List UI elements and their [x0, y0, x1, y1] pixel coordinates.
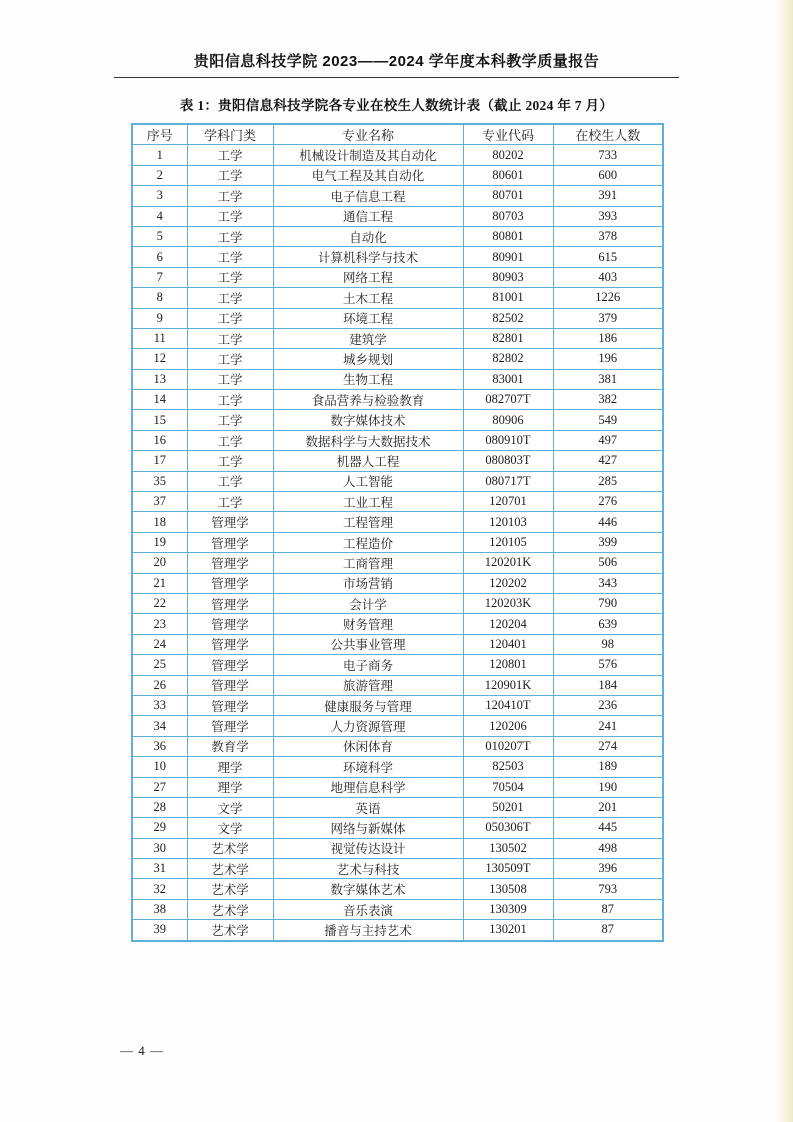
cell-index: 37 — [132, 492, 187, 512]
table-row — [132, 797, 663, 817]
table-row — [132, 349, 663, 369]
table-row — [132, 226, 663, 246]
cell-major-code: 82502 — [463, 308, 553, 328]
cell-discipline: 管理学 — [187, 593, 273, 613]
cell-major-name: 工程管理 — [273, 512, 463, 532]
cell-index: 14 — [132, 390, 187, 410]
cell-major-code: 130309 — [463, 899, 553, 919]
table-row — [132, 818, 663, 838]
cell-major-name: 公共事业管理 — [273, 634, 463, 654]
cell-index: 15 — [132, 410, 187, 430]
cell-enrollment: 201 — [553, 797, 663, 817]
cell-discipline: 工学 — [187, 451, 273, 471]
table-row — [132, 186, 663, 206]
cell-index: 11 — [132, 328, 187, 348]
cell-index: 32 — [132, 879, 187, 899]
cell-major-name: 网络与新媒体 — [273, 818, 463, 838]
table-row — [132, 247, 663, 267]
cell-discipline: 理学 — [187, 777, 273, 797]
table-row — [132, 451, 663, 471]
cell-major-name: 财务管理 — [273, 614, 463, 634]
cell-major-code: 120203K — [463, 593, 553, 613]
cell-major-name: 健康服务与管理 — [273, 695, 463, 715]
cell-major-code: 70504 — [463, 777, 553, 797]
table-row — [132, 695, 663, 715]
cell-enrollment: 427 — [553, 451, 663, 471]
cell-major-code: 80903 — [463, 267, 553, 287]
cell-major-name: 数字媒体艺术 — [273, 879, 463, 899]
cell-major-name: 电气工程及其自动化 — [273, 165, 463, 185]
cell-index: 17 — [132, 451, 187, 471]
table-row — [132, 614, 663, 634]
table-row — [132, 675, 663, 695]
cell-major-code: 120701 — [463, 492, 553, 512]
cell-index: 23 — [132, 614, 187, 634]
cell-major-code: 83001 — [463, 369, 553, 389]
cell-enrollment: 236 — [553, 695, 663, 715]
cell-index: 13 — [132, 369, 187, 389]
cell-enrollment: 446 — [553, 512, 663, 532]
cell-major-name: 数字媒体技术 — [273, 410, 463, 430]
cell-discipline: 管理学 — [187, 512, 273, 532]
cell-major-name: 工商管理 — [273, 553, 463, 573]
cell-enrollment: 506 — [553, 553, 663, 573]
cell-major-name: 市场营销 — [273, 573, 463, 593]
cell-major-code: 82801 — [463, 328, 553, 348]
cell-enrollment: 1226 — [553, 288, 663, 308]
table-row — [132, 369, 663, 389]
cell-enrollment: 184 — [553, 675, 663, 695]
cell-major-name: 生物工程 — [273, 369, 463, 389]
cell-index: 10 — [132, 757, 187, 777]
cell-enrollment: 576 — [553, 655, 663, 675]
cell-discipline: 工学 — [187, 186, 273, 206]
cell-major-name: 电子商务 — [273, 655, 463, 675]
cell-index: 35 — [132, 471, 187, 491]
cell-major-code: 120901K — [463, 675, 553, 695]
cell-enrollment: 498 — [553, 838, 663, 858]
cell-enrollment: 241 — [553, 716, 663, 736]
column-header: 序号 — [132, 124, 187, 145]
page-header — [0, 50, 793, 78]
column-header: 在校生人数 — [553, 124, 663, 145]
cell-index: 1 — [132, 145, 187, 165]
cell-discipline: 管理学 — [187, 614, 273, 634]
cell-enrollment: 274 — [553, 736, 663, 756]
cell-enrollment: 615 — [553, 247, 663, 267]
cell-major-name: 音乐表演 — [273, 899, 463, 919]
cell-major-code: 120202 — [463, 573, 553, 593]
cell-discipline: 管理学 — [187, 573, 273, 593]
cell-major-code: 80901 — [463, 247, 553, 267]
cell-index: 12 — [132, 349, 187, 369]
cell-discipline: 工学 — [187, 328, 273, 348]
cell-major-name: 环境科学 — [273, 757, 463, 777]
cell-index: 38 — [132, 899, 187, 919]
cell-discipline: 工学 — [187, 206, 273, 226]
cell-major-code: 80202 — [463, 145, 553, 165]
cell-discipline: 艺术学 — [187, 899, 273, 919]
cell-major-code: 130509T — [463, 859, 553, 879]
cell-major-name: 视觉传达设计 — [273, 838, 463, 858]
cell-major-name: 电子信息工程 — [273, 186, 463, 206]
column-header: 学科门类 — [187, 124, 273, 145]
table-row — [132, 777, 663, 797]
cell-enrollment: 276 — [553, 492, 663, 512]
cell-discipline: 管理学 — [187, 634, 273, 654]
cell-major-code: 120401 — [463, 634, 553, 654]
table-row — [132, 655, 663, 675]
cell-discipline: 工学 — [187, 165, 273, 185]
cell-index: 34 — [132, 716, 187, 736]
table-row — [132, 145, 663, 165]
cell-index: 9 — [132, 308, 187, 328]
cell-index: 8 — [132, 288, 187, 308]
cell-discipline: 艺术学 — [187, 920, 273, 941]
cell-discipline: 管理学 — [187, 695, 273, 715]
cell-index: 25 — [132, 655, 187, 675]
cell-enrollment: 285 — [553, 471, 663, 491]
cell-major-code: 080717T — [463, 471, 553, 491]
cell-discipline: 管理学 — [187, 655, 273, 675]
table-row — [132, 206, 663, 226]
table-row — [132, 532, 663, 552]
cell-major-name: 艺术与科技 — [273, 859, 463, 879]
cell-enrollment: 186 — [553, 328, 663, 348]
cell-enrollment: 403 — [553, 267, 663, 287]
table-row — [132, 838, 663, 858]
cell-discipline: 工学 — [187, 390, 273, 410]
cell-major-code: 120801 — [463, 655, 553, 675]
table-row — [132, 165, 663, 185]
cell-index: 21 — [132, 573, 187, 593]
cell-enrollment: 190 — [553, 777, 663, 797]
cell-discipline: 管理学 — [187, 532, 273, 552]
cell-major-code: 82503 — [463, 757, 553, 777]
table-row — [132, 593, 663, 613]
cell-major-code: 080803T — [463, 451, 553, 471]
cell-major-name: 机械设计制造及其自动化 — [273, 145, 463, 165]
cell-enrollment: 87 — [553, 899, 663, 919]
cell-major-code: 050306T — [463, 818, 553, 838]
cell-major-code: 80601 — [463, 165, 553, 185]
cell-discipline: 工学 — [187, 369, 273, 389]
cell-major-name: 会计学 — [273, 593, 463, 613]
cell-discipline: 工学 — [187, 308, 273, 328]
cell-major-name: 网络工程 — [273, 267, 463, 287]
cell-discipline: 工学 — [187, 288, 273, 308]
table-row — [132, 430, 663, 450]
cell-discipline: 艺术学 — [187, 859, 273, 879]
cell-enrollment: 196 — [553, 349, 663, 369]
cell-discipline: 工学 — [187, 471, 273, 491]
cell-index: 33 — [132, 695, 187, 715]
cell-enrollment: 189 — [553, 757, 663, 777]
table-header-row — [132, 124, 663, 145]
cell-index: 31 — [132, 859, 187, 879]
cell-enrollment: 793 — [553, 879, 663, 899]
table-row — [132, 553, 663, 573]
cell-index: 29 — [132, 818, 187, 838]
cell-major-code: 80906 — [463, 410, 553, 430]
cell-enrollment: 396 — [553, 859, 663, 879]
cell-discipline: 教育学 — [187, 736, 273, 756]
table-row — [132, 899, 663, 919]
table-row — [132, 492, 663, 512]
cell-major-code: 80701 — [463, 186, 553, 206]
cell-discipline: 艺术学 — [187, 838, 273, 858]
cell-major-code: 120103 — [463, 512, 553, 532]
scan-edge-tint — [775, 0, 793, 1122]
cell-enrollment: 391 — [553, 186, 663, 206]
table-row — [132, 328, 663, 348]
cell-major-code: 50201 — [463, 797, 553, 817]
cell-index: 26 — [132, 675, 187, 695]
cell-discipline: 艺术学 — [187, 879, 273, 899]
cell-major-code: 130502 — [463, 838, 553, 858]
cell-index: 24 — [132, 634, 187, 654]
cell-discipline: 管理学 — [187, 675, 273, 695]
cell-discipline: 文学 — [187, 818, 273, 838]
cell-enrollment: 382 — [553, 390, 663, 410]
cell-discipline: 工学 — [187, 349, 273, 369]
cell-index: 39 — [132, 920, 187, 941]
cell-enrollment: 381 — [553, 369, 663, 389]
column-header: 专业名称 — [273, 124, 463, 145]
cell-index: 3 — [132, 186, 187, 206]
cell-major-name: 数据科学与大数据技术 — [273, 430, 463, 450]
cell-index: 4 — [132, 206, 187, 226]
cell-discipline: 工学 — [187, 226, 273, 246]
cell-enrollment: 98 — [553, 634, 663, 654]
cell-major-code: 120201K — [463, 553, 553, 573]
cell-index: 28 — [132, 797, 187, 817]
cell-major-code: 120206 — [463, 716, 553, 736]
cell-enrollment: 378 — [553, 226, 663, 246]
cell-index: 22 — [132, 593, 187, 613]
table-body — [132, 145, 663, 941]
table-row — [132, 308, 663, 328]
cell-enrollment: 87 — [553, 920, 663, 941]
table-row — [132, 879, 663, 899]
table-row — [132, 267, 663, 287]
cell-enrollment: 399 — [553, 532, 663, 552]
enrollment-table — [131, 123, 664, 942]
cell-discipline: 管理学 — [187, 716, 273, 736]
cell-discipline: 工学 — [187, 410, 273, 430]
table-row — [132, 390, 663, 410]
cell-enrollment: 497 — [553, 430, 663, 450]
cell-index: 19 — [132, 532, 187, 552]
cell-enrollment: 639 — [553, 614, 663, 634]
cell-major-code: 82802 — [463, 349, 553, 369]
table-row — [132, 920, 663, 941]
cell-index: 36 — [132, 736, 187, 756]
cell-major-name: 环境工程 — [273, 308, 463, 328]
cell-major-code: 120410T — [463, 695, 553, 715]
table-row — [132, 288, 663, 308]
cell-discipline: 管理学 — [187, 553, 273, 573]
cell-major-code: 082707T — [463, 390, 553, 410]
cell-major-name: 旅游管理 — [273, 675, 463, 695]
cell-index: 16 — [132, 430, 187, 450]
cell-major-name: 建筑学 — [273, 328, 463, 348]
cell-major-name: 地理信息科学 — [273, 777, 463, 797]
cell-major-code: 080910T — [463, 430, 553, 450]
cell-discipline: 文学 — [187, 797, 273, 817]
table-row — [132, 757, 663, 777]
cell-discipline: 工学 — [187, 492, 273, 512]
cell-major-code: 120105 — [463, 532, 553, 552]
table-row — [132, 716, 663, 736]
cell-major-code: 130201 — [463, 920, 553, 941]
cell-major-name: 机器人工程 — [273, 451, 463, 471]
cell-major-name: 土木工程 — [273, 288, 463, 308]
table-row — [132, 512, 663, 532]
report-header-title: 贵阳信息科技学院 2023——2024 学年度本科教学质量报告 — [193, 53, 600, 70]
cell-enrollment: 445 — [553, 818, 663, 838]
column-header: 专业代码 — [463, 124, 553, 145]
cell-discipline: 工学 — [187, 145, 273, 165]
table-row — [132, 859, 663, 879]
table-title: 表 1：贵阳信息科技学院各专业在校生人数统计表（截止 2024 年 7 月） — [179, 98, 614, 113]
cell-major-name: 播音与主持艺术 — [273, 920, 463, 941]
cell-major-name: 人工智能 — [273, 471, 463, 491]
table-row — [132, 471, 663, 491]
cell-major-name: 工业工程 — [273, 492, 463, 512]
cell-enrollment: 549 — [553, 410, 663, 430]
table-row — [132, 634, 663, 654]
cell-major-name: 工程造价 — [273, 532, 463, 552]
cell-major-code: 120204 — [463, 614, 553, 634]
cell-index: 5 — [132, 226, 187, 246]
cell-enrollment: 343 — [553, 573, 663, 593]
cell-discipline: 工学 — [187, 267, 273, 287]
cell-index: 18 — [132, 512, 187, 532]
cell-index: 6 — [132, 247, 187, 267]
cell-major-code: 80801 — [463, 226, 553, 246]
cell-major-code: 130508 — [463, 879, 553, 899]
cell-major-name: 城乡规划 — [273, 349, 463, 369]
cell-major-name: 人力资源管理 — [273, 716, 463, 736]
cell-major-name: 通信工程 — [273, 206, 463, 226]
cell-enrollment: 790 — [553, 593, 663, 613]
cell-major-code: 80703 — [463, 206, 553, 226]
cell-enrollment: 600 — [553, 165, 663, 185]
cell-discipline: 工学 — [187, 247, 273, 267]
cell-index: 2 — [132, 165, 187, 185]
cell-major-name: 英语 — [273, 797, 463, 817]
cell-discipline: 工学 — [187, 430, 273, 450]
cell-major-name: 自动化 — [273, 226, 463, 246]
cell-enrollment: 733 — [553, 145, 663, 165]
cell-major-name: 计算机科学与技术 — [273, 247, 463, 267]
cell-major-code: 81001 — [463, 288, 553, 308]
table-row — [132, 573, 663, 593]
cell-major-name: 休闲体育 — [273, 736, 463, 756]
header-rule — [114, 77, 679, 78]
table-row — [132, 410, 663, 430]
cell-enrollment: 379 — [553, 308, 663, 328]
page-number: — 4 — — [120, 1043, 164, 1058]
cell-index: 7 — [132, 267, 187, 287]
cell-index: 20 — [132, 553, 187, 573]
cell-enrollment: 393 — [553, 206, 663, 226]
cell-major-name: 食品营养与检验教育 — [273, 390, 463, 410]
cell-discipline: 理学 — [187, 757, 273, 777]
cell-index: 30 — [132, 838, 187, 858]
cell-index: 27 — [132, 777, 187, 797]
cell-major-code: 010207T — [463, 736, 553, 756]
table-row — [132, 736, 663, 756]
